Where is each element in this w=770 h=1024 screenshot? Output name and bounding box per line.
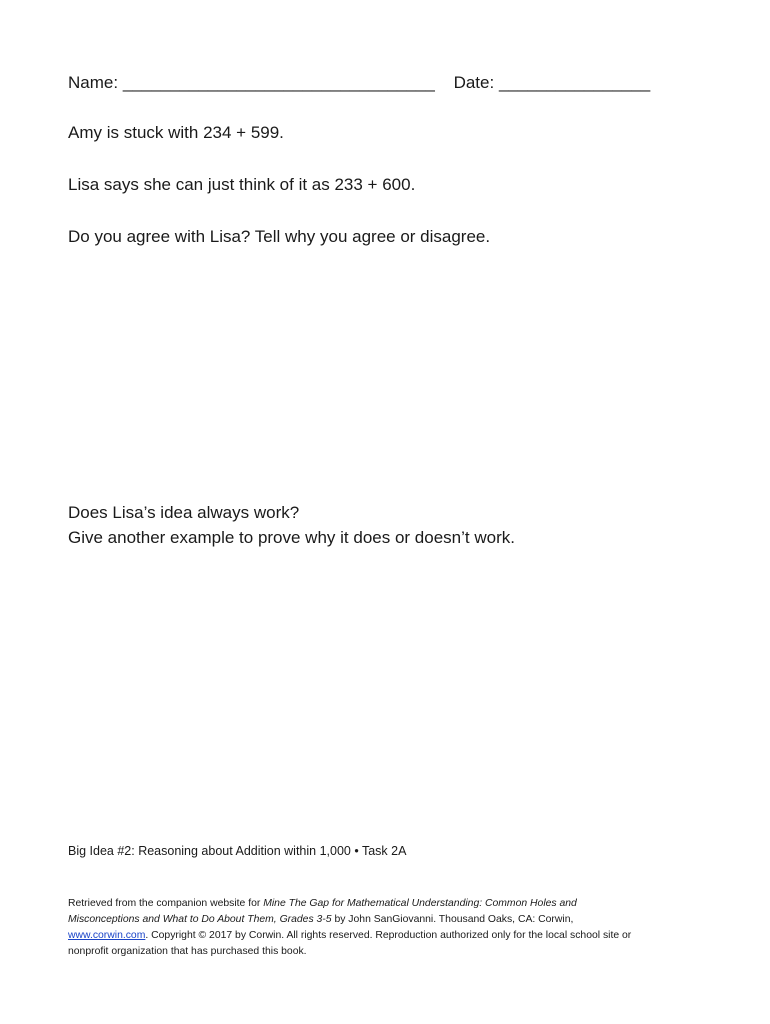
name-date-row xyxy=(68,72,650,94)
footer-author: by John SanGiovanni. Thousand Oaks, CA: Corwin, xyxy=(331,914,574,925)
footer-copyright: . Copyright © 2017 by Corwin. All rights reserved. Reproduction authorized only for the local school site or xyxy=(145,930,632,941)
task-label: Big Idea #2: Reasoning about Addition within 1,000 • Task 2A xyxy=(68,844,407,858)
another-example-prompt: Give another example to prove why it does or doesn’t work. xyxy=(68,528,515,547)
footer-last-line: nonprofit organization that has purchased this book. xyxy=(68,946,307,957)
agree-question: Do you agree with Lisa? Tell why you agree or disagree. xyxy=(68,227,491,246)
date-label: Date: xyxy=(453,73,495,92)
corwin-link[interactable]: www.corwin.com xyxy=(68,930,146,941)
name-label: Name: xyxy=(68,73,119,92)
copyright-footer xyxy=(68,896,708,960)
footer-book-title-2: Misconceptions and What to Do About Them, Grades 3-5 xyxy=(68,914,332,925)
footer-book-title-1: Mine The Gap for Mathematical Understanding: Common Holes and xyxy=(263,898,577,909)
name-blank: _________________________________ xyxy=(122,73,435,92)
lisa-idea-statement: Lisa says she can just think of it as 233 + 600. xyxy=(68,175,416,194)
date-blank: ________________ xyxy=(498,73,651,92)
footer-prefix: Retrieved from the companion website for xyxy=(68,898,264,909)
problem-statement: Amy is stuck with 234 + 599. xyxy=(68,123,284,142)
always-work-question: Does Lisa’s idea always work? xyxy=(68,503,300,522)
